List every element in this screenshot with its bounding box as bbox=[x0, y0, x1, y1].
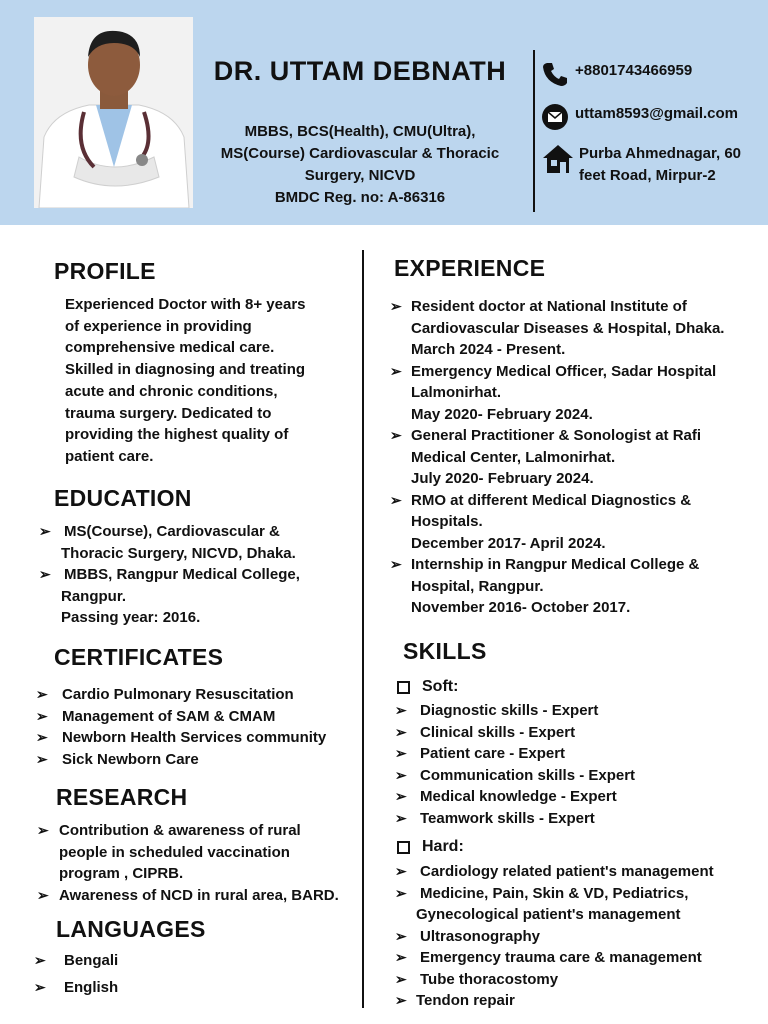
certificate-item: ➢ Cardio Pulmonary Resuscitation bbox=[62, 684, 357, 706]
contact-address bbox=[541, 143, 741, 187]
arrow-bullet-icon: ➢ bbox=[39, 523, 51, 539]
certificates-heading: CERTIFICATES bbox=[54, 644, 224, 670]
experience-item: ➢ RMO at different Medical Diagnostics & Hospitals. December 2017- April 2024. bbox=[390, 491, 692, 552]
hard-skill-item: ➢ Cardiology related patient's management bbox=[420, 861, 765, 883]
experience-heading: EXPERIENCE bbox=[394, 255, 546, 281]
address-line: feet Road, Mirpur-2 bbox=[579, 167, 716, 184]
header-banner bbox=[0, 0, 768, 225]
arrow-bullet-icon: ➢ bbox=[395, 809, 407, 826]
column-divider bbox=[362, 250, 364, 1008]
qualification-line: MBBS, BCS(Health), CMU(Ultra), bbox=[244, 123, 476, 140]
soft-skill-item: ➢ Communication skills - Expert bbox=[420, 765, 760, 787]
education-item: ➢ MBBS, Rangpur Medical College, Rangpur. Passing year: 2016. bbox=[39, 566, 300, 626]
soft-skill-item: ➢ Clinical skills - Expert bbox=[420, 722, 760, 744]
language-item: ➢ Bengali bbox=[64, 947, 264, 974]
profile-line: providing the highest quality of bbox=[65, 426, 289, 444]
arrow-bullet-icon: ➢ bbox=[395, 745, 407, 761]
arrow-bullet-icon: ➢ bbox=[395, 927, 407, 944]
research-item: ➢ Contribution & awareness of rural people in scheduled vaccination program , CIPRB. bbox=[37, 822, 301, 882]
arrow-bullet-icon: ➢ bbox=[395, 949, 407, 965]
profile-photo bbox=[34, 17, 193, 208]
hard-skills-list bbox=[395, 861, 765, 1012]
arrow-bullet-icon: ➢ bbox=[395, 863, 407, 879]
profile-line: trauma surgery. Dedicated to bbox=[65, 404, 272, 422]
profile-line: of experience in providing bbox=[65, 317, 252, 335]
hard-skill-item: ➢ Tendon repair bbox=[420, 990, 765, 1012]
languages-heading: LANGUAGES bbox=[56, 916, 206, 942]
arrow-bullet-icon: ➢ bbox=[39, 566, 51, 582]
profile-line: acute and chronic conditions, bbox=[65, 382, 278, 400]
address bbox=[579, 143, 741, 187]
soft-skill-item: ➢ Medical knowledge - Expert bbox=[420, 786, 760, 808]
arrow-bullet-icon: ➢ bbox=[395, 766, 407, 783]
qualification-line: BMDC Reg. no: A-86316 bbox=[274, 189, 446, 206]
email-address[interactable]: uttam8593@gmail.com bbox=[575, 105, 739, 122]
arrow-bullet-icon: ➢ bbox=[395, 702, 407, 718]
experience-item: ➢ Internship in Rangpur Medical College & Hospital, Rangpur. November 2016- October 2017. bbox=[390, 556, 700, 616]
hard-skill-item: ➢ Tube thoracostomy bbox=[420, 969, 765, 991]
language-item: ➢ English bbox=[64, 974, 264, 1001]
arrow-bullet-icon: ➢ bbox=[36, 686, 48, 702]
contact-phone bbox=[541, 60, 692, 88]
arrow-bullet-icon: ➢ bbox=[390, 362, 402, 379]
certificate-item: ➢ Management of SAM & CMAM bbox=[62, 706, 357, 728]
contact-email bbox=[541, 103, 738, 131]
languages-list bbox=[34, 947, 264, 1001]
address-line: Purba Ahmednagar, 60 bbox=[579, 145, 741, 162]
education-list bbox=[39, 521, 356, 629]
education-item: ➢ MS(Course), Cardiovascular & Thoracic Surgery, NICVD, Dhaka. bbox=[39, 523, 296, 562]
profile-line: Skilled in diagnosing and treating bbox=[65, 361, 306, 379]
education-heading: EDUCATION bbox=[54, 485, 192, 511]
arrow-bullet-icon: ➢ bbox=[395, 970, 407, 987]
profile-text bbox=[65, 294, 350, 468]
checkbox-square-icon bbox=[397, 841, 410, 854]
doctor-name: DR. UTTAM DEBNATH bbox=[213, 56, 507, 86]
certificate-item: ➢ Sick Newborn Care bbox=[62, 749, 357, 771]
qualification-line: Surgery, NICVD bbox=[304, 167, 416, 184]
arrow-bullet-icon: ➢ bbox=[36, 729, 48, 745]
arrow-bullet-icon: ➢ bbox=[395, 884, 407, 901]
research-list bbox=[37, 820, 359, 906]
research-heading: RESEARCH bbox=[56, 784, 188, 810]
phone-icon bbox=[541, 60, 571, 88]
hard-skill-item: ➢ Medicine, Pain, Skin & VD, Pediatrics, Gynecological patient's management bbox=[395, 884, 689, 923]
experience-item: ➢ Resident doctor at National Institute of Cardiovascular Diseases & Hospital, Dhaka. March 2024 - Present. bbox=[390, 298, 725, 358]
experience-item: ➢ Emergency Medical Officer, Sadar Hospital Lalmonirhat. May 2020- February 2024. bbox=[390, 362, 717, 423]
soft-skill-item: ➢ Diagnostic skills - Expert bbox=[420, 700, 760, 722]
qualification-line: MS(Course) Cardiovascular & Thoracic bbox=[220, 145, 500, 162]
profile-heading: PROFILE bbox=[54, 258, 156, 284]
experience-list bbox=[390, 296, 761, 619]
certificate-item: ➢ Newborn Health Services community bbox=[62, 727, 357, 749]
arrow-bullet-icon: ➢ bbox=[37, 822, 49, 838]
arrow-bullet-icon: ➢ bbox=[34, 979, 46, 995]
home-icon bbox=[541, 143, 575, 175]
profile-line: Experienced Doctor with 8+ years bbox=[65, 296, 306, 313]
checkbox-square-icon bbox=[397, 681, 410, 694]
arrow-bullet-icon: ➢ bbox=[395, 788, 407, 804]
arrow-bullet-icon: ➢ bbox=[395, 992, 407, 1008]
arrow-bullet-icon: ➢ bbox=[390, 556, 402, 572]
arrow-bullet-icon: ➢ bbox=[390, 427, 402, 443]
skills-heading: SKILLS bbox=[403, 638, 487, 664]
soft-skill-item: ➢ Teamwork skills - Expert bbox=[420, 808, 760, 830]
hard-skill-item: ➢ Emergency trauma care & management bbox=[420, 947, 765, 969]
certificates-list bbox=[36, 684, 357, 770]
arrow-bullet-icon: ➢ bbox=[36, 707, 48, 724]
research-item: ➢ Awareness of NCD in rural area, BARD. bbox=[59, 885, 359, 907]
experience-item: ➢ General Practitioner & Sonologist at Rafi Medical Center, Lalmonirhat. July 2020- February 2024. bbox=[390, 427, 702, 487]
arrow-bullet-icon: ➢ bbox=[36, 750, 48, 767]
arrow-bullet-icon: ➢ bbox=[37, 886, 49, 903]
arrow-bullet-icon: ➢ bbox=[34, 952, 46, 968]
hard-skills-label: Hard: bbox=[397, 838, 464, 856]
profile-line: patient care. bbox=[65, 447, 154, 465]
arrow-bullet-icon: ➢ bbox=[390, 491, 402, 508]
phone-number[interactable]: +8801743466959 bbox=[575, 62, 693, 79]
header-divider bbox=[533, 50, 535, 212]
soft-skill-item: ➢ Patient care - Expert bbox=[420, 743, 760, 765]
arrow-bullet-icon: ➢ bbox=[395, 723, 407, 740]
soft-skills-list bbox=[395, 700, 760, 829]
hard-skill-item: ➢ Ultrasonography bbox=[420, 926, 765, 948]
email-icon bbox=[541, 103, 571, 131]
qualifications bbox=[200, 121, 520, 209]
profile-line: comprehensive medical care. bbox=[65, 339, 275, 357]
soft-skills-label: Soft: bbox=[397, 678, 458, 696]
arrow-bullet-icon: ➢ bbox=[390, 298, 402, 314]
